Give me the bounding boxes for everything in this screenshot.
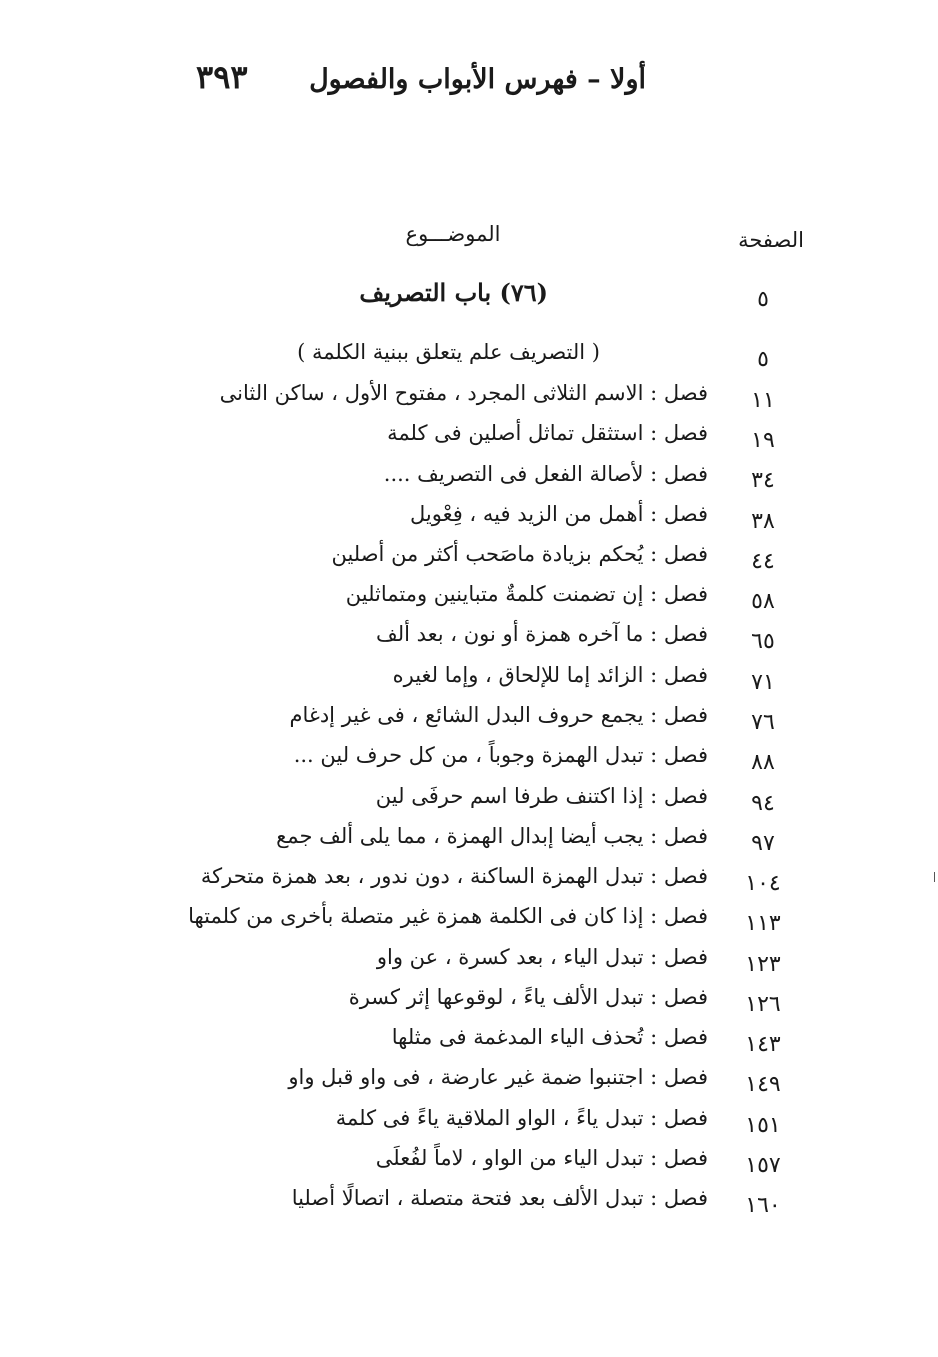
toc-entry-text: فصل : تبدل ياءً ، الواو الملاقية ياءً فى كلمة: [335, 1106, 708, 1130]
toc-entry-page: ٧٦: [751, 710, 775, 735]
toc-entry-text: فصل : تُحذف الياء المدغمة فى مثلها: [391, 1025, 708, 1049]
toc-entry-text: فصل : الزائد إما للإلحاق ، وإما لغيره: [392, 663, 708, 687]
toc-entry-page: ١٤٩: [745, 1072, 781, 1097]
toc-entry-page: ١٩: [751, 428, 775, 453]
toc-entry-text: فصل : يجب أيضا إبدال الهمزة ، مما يلى ألف جمع: [276, 824, 708, 848]
toc-entry-page: ١٤٣: [745, 1032, 781, 1057]
toc-entry-text: فصل : إذا كان فى الكلمة همزة غير متصلة بأخرى من كلمتها: [188, 904, 708, 928]
scan-margin-mark: [934, 872, 935, 882]
toc-entry-page: ١٥٧: [745, 1153, 781, 1178]
toc-entry-text: فصل : اجتنبوا ضمة غير عارضة ، فى واو قبل واو: [288, 1065, 708, 1089]
toc-entry-text: فصل : إذا اكتنف طرفا اسم حرفَى لين: [375, 784, 708, 808]
toc-entry-page: ١٦٠: [745, 1193, 781, 1218]
toc-entry-page: ٣٨: [751, 509, 775, 534]
toc-entry-page: ٨٨: [751, 750, 775, 775]
toc-entry-page: ١٠٤: [745, 871, 781, 896]
toc-entry-text: فصل : ما آخره همزة أو نون ، بعد ألف: [375, 622, 708, 646]
toc-entry-text: فصل : يجمع حروف البدل الشائع ، فى غير إدغام: [289, 703, 708, 727]
toc-entry-text: فصل : تبدل الألف بعد فتحة متصلة ، اتصالًا أصليا: [291, 1186, 708, 1210]
toc-entry-page: ١٢٦: [745, 992, 781, 1017]
toc-entry-text: فصل : استثقل تماثل أصلين فى كلمة: [387, 421, 708, 445]
toc-entry-page: ٣٤: [751, 468, 775, 493]
intro-page-number: ٥: [757, 347, 769, 372]
toc-entry-page: ١١٣: [745, 911, 781, 936]
toc-entry-page: ٧١: [751, 670, 775, 695]
toc-entry-page: ١٢٣: [745, 952, 781, 977]
toc-entry-text: فصل : يُحكم بزيادة ماصَحب أكثر من أصلين: [331, 542, 708, 566]
toc-entry-page: ٩٤: [751, 791, 775, 816]
toc-entry-text: فصل : تبدل الهمزة الساكنة ، دون ندور ، بعد همزة متحركة: [200, 864, 708, 888]
running-title: أولا – فهرس الأبواب والفصول: [309, 64, 646, 95]
toc-entry-text: فصل : إن تضمنت كلمةٌ متباينين ومتماثلين: [345, 582, 708, 606]
toc-entry-text: فصل : تبدل الياء من الواو ، لاماً لفُعلَى: [375, 1146, 708, 1170]
toc-entry-text: فصل : تبدل الهمزة وجوباً ، من كل حرف لين ...: [293, 743, 708, 767]
toc-entry-text: فصل : أهمل من الزيد فيه ، فِعْويل: [409, 502, 708, 526]
toc-entry-page: ٦٥: [751, 629, 775, 654]
toc-entry-page: ١٥١: [745, 1113, 781, 1138]
column-header-page: الصفحة: [738, 228, 804, 252]
toc-entry-text: فصل : تبدل الياء ، بعد كسرة ، عن واو: [376, 945, 708, 969]
chapter-page-number: ٥: [757, 287, 769, 312]
toc-entry-page: ٤٤: [751, 549, 775, 574]
toc-entry-text: فصل : تبدل الألف ياءً ، لوقوعها إثر كسرة: [348, 985, 708, 1009]
toc-entry-page: ٩٧: [751, 831, 775, 856]
toc-entry-page: ٥٨: [751, 589, 775, 614]
toc-entry-text: فصل : لأصالة الفعل فى التصريف ....: [383, 462, 708, 486]
chapter-title: (٧٦) باب التصريف: [359, 278, 548, 307]
page-number: ٣٩٣: [196, 58, 248, 96]
toc-entry-page: ١١: [751, 388, 775, 413]
column-header-topic: الموضـــوع: [405, 222, 501, 246]
toc-entry-text: فصل : الاسم الثلاثى المجرد ، مفتوح الأول ، ساكن الثانى: [219, 381, 708, 405]
intro-text: ( التصريف علم يتعلق ببنية الكلمة ): [297, 340, 600, 364]
